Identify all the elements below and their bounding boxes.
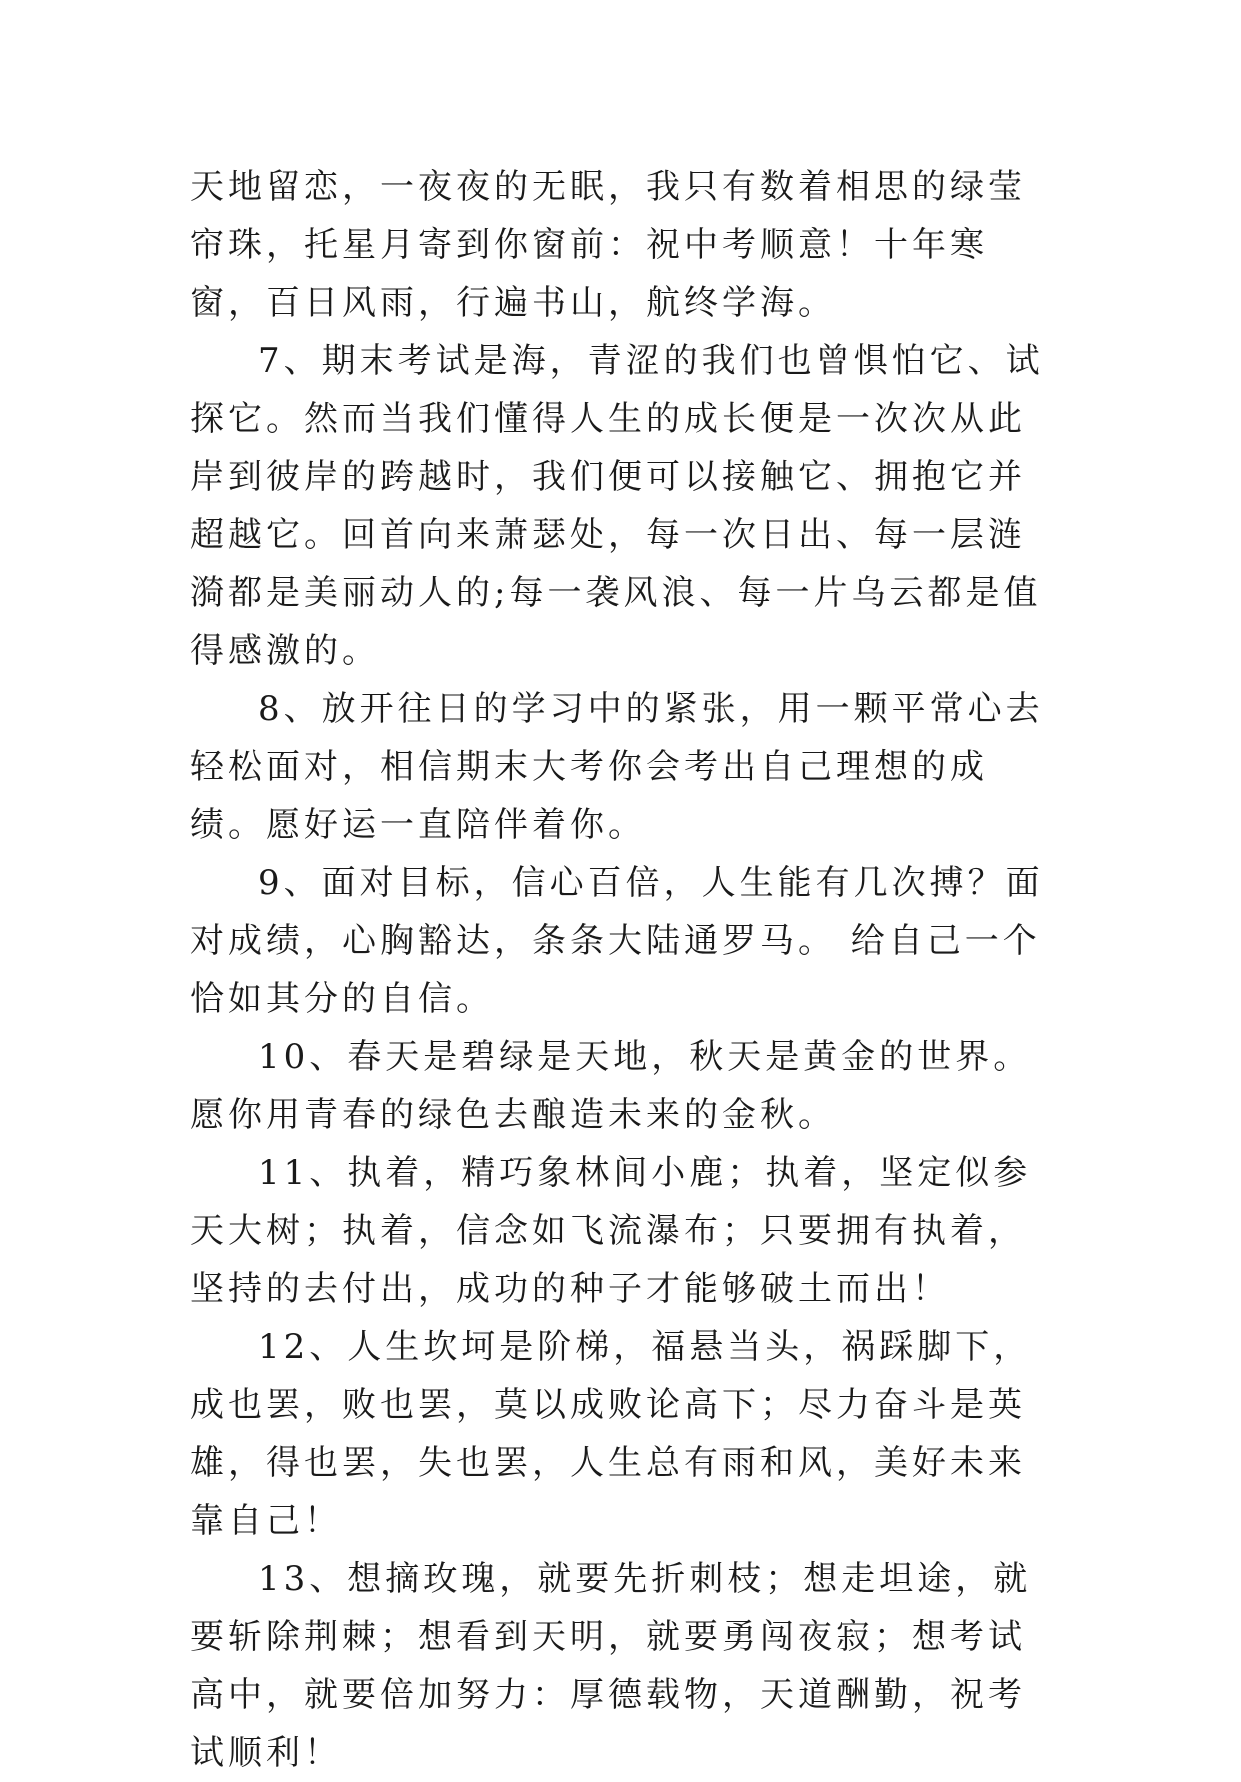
- paragraph-7: 7、期末考试是海，青涩的我们也曾惧怕它、试探它。然而当我们懂得人生的成长便是一次次从此岸到彼岸的跨越时，我们便可以接触它、拥抱它并超越它。回首向来萧瑟处，每一次日出、每一层涟漪都是美丽动人的;每一袭风浪、每一片乌云都是值得感激的。: [190, 341, 1044, 671]
- paragraph-8: 8、放开往日的学习中的紧张，用一颗平常心去轻松面对，相信期末大考你会考出自己理想的成绩。愿好运一直陪伴着你。: [190, 689, 1044, 845]
- paragraph-10: 10、春天是碧绿是天地，秋天是黄金的世界。愿你用青春的绿色去酿造未来的金秋。: [190, 1037, 1032, 1135]
- paragraph-12: 12、人生坎坷是阶梯，福悬当头，祸踩脚下，成也罢，败也罢，莫以成败论高下；尽力奋斗是英雄，得也罢，失也罢，人生总有雨和风，美好未来靠自己！: [190, 1327, 1032, 1541]
- paragraph-13: 13、想摘玫瑰，就要先折刺枝；想走坦途，就要斩除荆棘；想看到天明，就要勇闯夜寂；想考试高中，就要倍加努力：厚德载物，天道酬勤，祝考试顺利！: [190, 1559, 1032, 1773]
- paragraph-11: 11、执着，精巧象林间小鹿；执着，坚定似参天大树；执着，信念如飞流瀑布；只要拥有执着，坚持的去付出，成功的种子才能够破土而出！: [190, 1153, 1032, 1309]
- paragraph-intro: 天地留恋，一夜夜的无眠，我只有数着相思的绿莹帘珠，托星月寄到你窗前：祝中考顺意！十年寒窗，百日风雨，行遍书山，航终学海。: [190, 167, 1026, 323]
- document-body: [190, 158, 1060, 1782]
- paragraph-9: 9、面对目标，信心百倍，人生能有几次搏？面对成绩，心胸豁达，条条大陆通罗马。 给自己一个恰如其分的自信。: [190, 863, 1044, 1019]
